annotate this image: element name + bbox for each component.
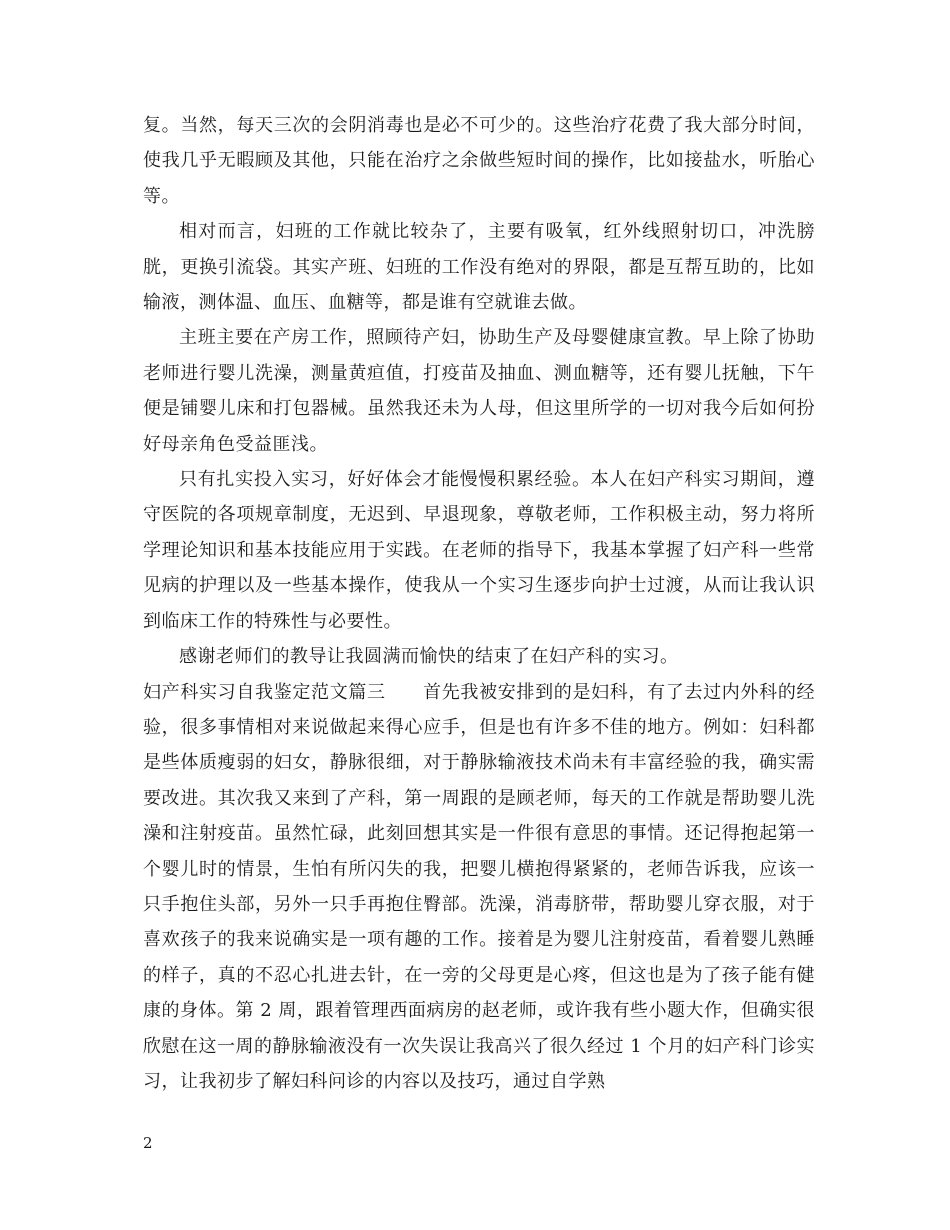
paragraph-6: 妇产科实习自我鉴定范文篇三 首先我被安排到的是妇科，有了去过内外科的经验，很多事情相对来说做起来得心应手，但是也有许多不佳的地方。例如：妇科都是些体质瘦弱的妇女，静脉很细，对于静脉输液技术尚未有丰富经验的我，确实需要改进。其次我又来到了产科，第一周跟的是顾老师，每天的工作就是帮助婴儿洗澡和注射疫苗。虽然忙碌，此刻回想其实是一件很有意思的事情。还记得抱起第一个婴儿时的情景，生怕有所闪失的我，把婴儿横抱得紧紧的，老师告诉我，应该一只手抱住头部，另外一只手再抱住臀部。洗澡，消毒脐带，帮助婴儿穿衣服，对于喜欢孩子的我来说确实是一项有趣的工作。接着是为婴儿注射疫苗，看着婴儿熟睡的样子，真的不忍心扎进去针，在一旁的父母更是心疼，但这也是为了孩子能有健康的身体。第 2 周，跟着管理西面病房的赵老师，或许我有些小题大作，但确实很欣慰在这一周的静脉输液没有一次失误让我高兴了很久经过 1 个月的妇产科门诊实习，让我初步了解妇科问诊的内容以及技巧，通过自学熟	[143, 681, 815, 1092]
paragraph-3: 主班主要在产房工作，照顾待产妇，协助生产及母婴健康宣教。早上除了协助老师进行婴儿洗澡，测量黄疸值，打疫苗及抽血、测血糖等，还有婴儿抚触，下午便是铺婴儿床和打包器械。虽然我还未为人母，但这里所学的一切对我今后如何扮好母亲角色受益匪浅。	[143, 327, 815, 455]
paragraph-1: 复。当然，每天三次的会阴消毒也是必不可少的。这些治疗花费了我大部分时间，使我几乎无暇顾及其他，只能在治疗之余做些短时间的操作，比如接盐水，听胎心等。	[143, 115, 815, 207]
paragraph-4: 只有扎实投入实习，好好体会才能慢慢积累经验。本人在妇产科实习期间，遵守医院的各项规章制度，无迟到、早退现象，尊敬老师，工作积极主动，努力将所学理论知识和基本技能应用于实践。在老师的指导下，我基本掌握了妇产科一些常见病的护理以及一些基本操作，使我从一个实习生逐步向护士过渡，从而让我认识到临床工作的特殊性与必要性。	[143, 469, 815, 632]
paragraph-5: 感谢老师们的教导让我圆满而愉快的结束了在妇产科的实习。	[179, 646, 679, 668]
page-number: 2	[143, 1134, 153, 1152]
paragraph-2: 相对而言，妇班的工作就比较杂了，主要有吸氧，红外线照射切口，冲洗膀胱，更换引流袋。其实产班、妇班的工作没有绝对的界限，都是互帮互助的，比如输液，测体温、血压、血糖等，都是谁有空就谁去做。	[143, 221, 815, 314]
document-body	[143, 108, 815, 1099]
